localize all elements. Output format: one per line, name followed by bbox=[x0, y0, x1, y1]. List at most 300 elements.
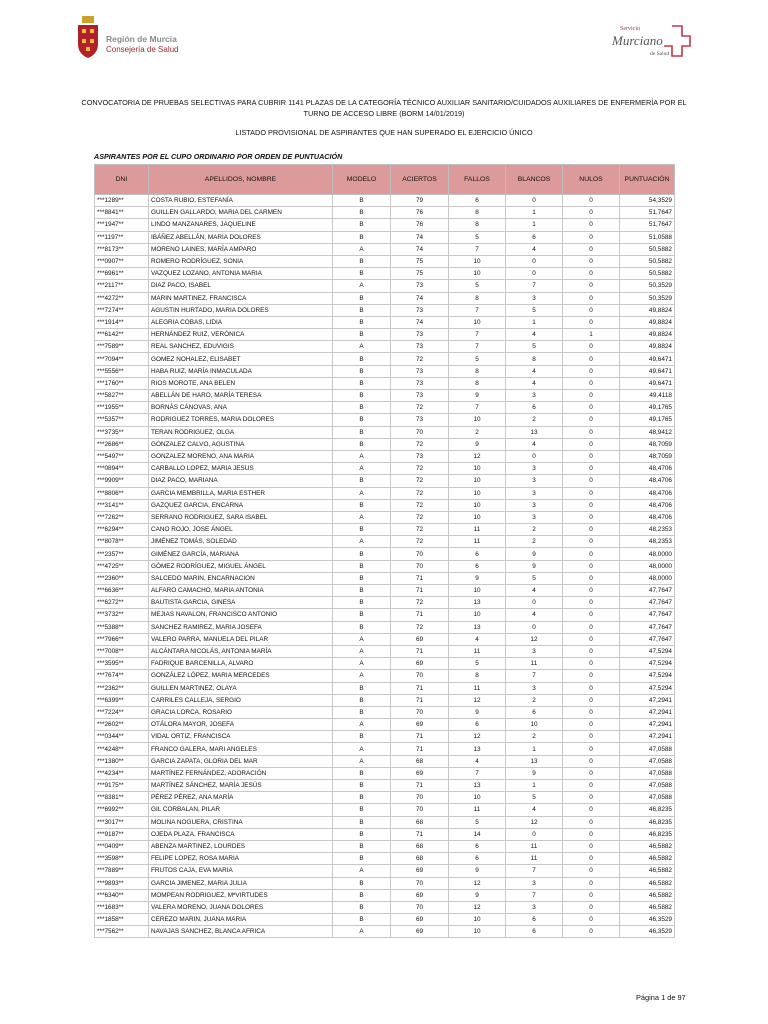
cell-dni: ***1289** bbox=[95, 195, 149, 207]
cell-aciertos: 70 bbox=[391, 804, 449, 816]
cell-name: MEJIAS NAVALON, FRANCISCO ANTONIO bbox=[149, 609, 333, 621]
cell-nulos: 0 bbox=[563, 511, 620, 523]
cell-nulos: 0 bbox=[563, 621, 620, 633]
cell-puntuacion: 48,9412 bbox=[620, 426, 675, 438]
cell-nulos: 0 bbox=[563, 548, 620, 560]
cell-dni: ***3732** bbox=[95, 609, 149, 621]
cell-blancos: 1 bbox=[506, 780, 563, 792]
cell-name: CANO ROJO, JOSE ÁNGEL bbox=[149, 524, 333, 536]
cell-dni: ***0409** bbox=[95, 840, 149, 852]
cell-nulos: 0 bbox=[563, 268, 620, 280]
cell-aciertos: 74 bbox=[391, 292, 449, 304]
cell-name: NAVAJAS SANCHEZ, BLANCA AFRICA bbox=[149, 926, 333, 938]
cell-name: ROMERO RODRÍGUEZ, SONIA bbox=[149, 255, 333, 267]
cell-aciertos: 76 bbox=[391, 219, 449, 231]
cell-blancos: 13 bbox=[506, 426, 563, 438]
cell-fallos: 10 bbox=[449, 609, 506, 621]
cell-modelo: B bbox=[333, 524, 391, 536]
cell-nulos: 0 bbox=[563, 731, 620, 743]
cell-name: OTÁLORA MAYOR, JOSEFA bbox=[149, 719, 333, 731]
cell-dni: ***7262** bbox=[95, 511, 149, 523]
table-row bbox=[95, 511, 675, 523]
cell-name: SANCHEZ RAMIREZ, MARIA JOSEFA bbox=[149, 621, 333, 633]
cell-modelo: B bbox=[333, 304, 391, 316]
cell-nulos: 0 bbox=[563, 463, 620, 475]
cell-fallos: 8 bbox=[449, 292, 506, 304]
cell-blancos: 4 bbox=[506, 438, 563, 450]
cell-blancos: 4 bbox=[506, 329, 563, 341]
cell-aciertos: 71 bbox=[391, 645, 449, 657]
cell-fallos: 9 bbox=[449, 390, 506, 402]
cell-blancos: 7 bbox=[506, 670, 563, 682]
cell-aciertos: 72 bbox=[391, 475, 449, 487]
cell-nulos: 0 bbox=[563, 390, 620, 402]
cell-dni: ***6399** bbox=[95, 694, 149, 706]
cell-fallos: 8 bbox=[449, 207, 506, 219]
cell-fallos: 10 bbox=[449, 487, 506, 499]
table-row bbox=[95, 682, 675, 694]
cell-puntuacion: 48,0000 bbox=[620, 560, 675, 572]
cell-puntuacion: 54,3529 bbox=[620, 195, 675, 207]
cell-nulos: 0 bbox=[563, 560, 620, 572]
cell-dni: ***7274** bbox=[95, 304, 149, 316]
consejeria-label: Consejería de Salud bbox=[106, 45, 179, 54]
cell-modelo: B bbox=[333, 231, 391, 243]
cell-blancos: 1 bbox=[506, 316, 563, 328]
cell-aciertos: 69 bbox=[391, 719, 449, 731]
cell-modelo: A bbox=[333, 658, 391, 670]
cell-name: GUILLEN MARTINEZ, OLAYA bbox=[149, 682, 333, 694]
cell-modelo: B bbox=[333, 682, 391, 694]
region-murcia-logo bbox=[74, 14, 234, 64]
cell-modelo: B bbox=[333, 889, 391, 901]
cell-aciertos: 72 bbox=[391, 621, 449, 633]
cell-nulos: 0 bbox=[563, 853, 620, 865]
cell-modelo: B bbox=[333, 585, 391, 597]
cell-dni: ***1858** bbox=[95, 914, 149, 926]
cell-aciertos: 70 bbox=[391, 901, 449, 913]
cell-fallos: 8 bbox=[449, 219, 506, 231]
cell-nulos: 0 bbox=[563, 585, 620, 597]
cell-name: JIMÉNEZ TOMÁS, SOLEDAD bbox=[149, 536, 333, 548]
de-salud-label: de Salud bbox=[650, 51, 670, 57]
table-row bbox=[95, 390, 675, 402]
table-row bbox=[95, 560, 675, 572]
table-row bbox=[95, 304, 675, 316]
cell-name: ALFARO CAMACHO, MARIA ANTONIA bbox=[149, 585, 333, 597]
table-row bbox=[95, 365, 675, 377]
cell-dni: ***1380** bbox=[95, 755, 149, 767]
cell-blancos: 7 bbox=[506, 889, 563, 901]
cell-name: GOMEZ NOHALEZ, ELISABET bbox=[149, 353, 333, 365]
cell-blancos: 2 bbox=[506, 414, 563, 426]
table-row bbox=[95, 292, 675, 304]
cell-fallos: 11 bbox=[449, 682, 506, 694]
cell-modelo: A bbox=[333, 719, 391, 731]
cell-blancos: 6 bbox=[506, 231, 563, 243]
section-heading: ASPIRANTES POR EL CUPO ORDINARIO POR ORDEN DE PUNTUACIÓN bbox=[94, 152, 343, 161]
cell-name: ALEGRIA COBAS, LIDIA bbox=[149, 316, 333, 328]
cell-dni: ***4248** bbox=[95, 743, 149, 755]
cell-modelo: B bbox=[333, 377, 391, 389]
cell-blancos: 3 bbox=[506, 292, 563, 304]
cell-name: REAL SANCHEZ, EDUVIGIS bbox=[149, 341, 333, 353]
cell-puntuacion: 49,8824 bbox=[620, 329, 675, 341]
cell-dni: ***2602** bbox=[95, 719, 149, 731]
cell-fallos: 7 bbox=[449, 329, 506, 341]
table-row bbox=[95, 463, 675, 475]
cell-modelo: A bbox=[333, 280, 391, 292]
cell-blancos: 13 bbox=[506, 755, 563, 767]
region-murcia-label: Región de Murcia bbox=[106, 34, 177, 44]
cell-dni: ***4272** bbox=[95, 292, 149, 304]
cell-name: MARTÍNEZ SÁNCHEZ, MARÍA JESÚS bbox=[149, 780, 333, 792]
cell-fallos: 7 bbox=[449, 243, 506, 255]
cell-blancos: 6 bbox=[506, 914, 563, 926]
cell-fallos: 4 bbox=[449, 755, 506, 767]
cell-name: GAZQUEZ GARCIA, ENCARNA bbox=[149, 499, 333, 511]
cell-modelo: B bbox=[333, 828, 391, 840]
cell-modelo: B bbox=[333, 609, 391, 621]
cell-modelo: B bbox=[333, 402, 391, 414]
cell-fallos: 6 bbox=[449, 560, 506, 572]
cell-fallos: 10 bbox=[449, 475, 506, 487]
cell-aciertos: 68 bbox=[391, 816, 449, 828]
cell-fallos: 7 bbox=[449, 767, 506, 779]
cell-fallos: 8 bbox=[449, 670, 506, 682]
cell-blancos: 11 bbox=[506, 853, 563, 865]
cell-modelo: B bbox=[333, 219, 391, 231]
cell-puntuacion: 49,6471 bbox=[620, 353, 675, 365]
cell-aciertos: 69 bbox=[391, 889, 449, 901]
cell-dni: ***1914** bbox=[95, 316, 149, 328]
table-row bbox=[95, 414, 675, 426]
table-row bbox=[95, 243, 675, 255]
cell-name: FELIPE LOPEZ, ROSA MARIA bbox=[149, 853, 333, 865]
cell-name: BORNÁS CÁNOVAS, ANA bbox=[149, 402, 333, 414]
cell-modelo: B bbox=[333, 292, 391, 304]
cell-aciertos: 72 bbox=[391, 597, 449, 609]
cell-puntuacion: 48,7059 bbox=[620, 450, 675, 462]
table-row bbox=[95, 329, 675, 341]
cell-modelo: B bbox=[333, 780, 391, 792]
cell-modelo: B bbox=[333, 560, 391, 572]
col-fallos: FALLOS bbox=[449, 165, 506, 195]
cell-name: FADRIQUE BARCENILLA, ALVARO bbox=[149, 658, 333, 670]
cell-nulos: 0 bbox=[563, 280, 620, 292]
cell-dni: ***8078** bbox=[95, 536, 149, 548]
cell-puntuacion: 49,4118 bbox=[620, 390, 675, 402]
cell-name: ABELLÁN DE HARO, MARÍA TERESA bbox=[149, 390, 333, 402]
cell-fallos: 4 bbox=[449, 633, 506, 645]
cell-modelo: B bbox=[333, 767, 391, 779]
cell-dni: ***2357** bbox=[95, 548, 149, 560]
cell-aciertos: 69 bbox=[391, 633, 449, 645]
cell-puntuacion: 47,5294 bbox=[620, 658, 675, 670]
table-row bbox=[95, 377, 675, 389]
cell-blancos: 4 bbox=[506, 609, 563, 621]
cell-name: HABA RUIZ, MARÍA INMACULADA bbox=[149, 365, 333, 377]
cell-puntuacion: 46,5882 bbox=[620, 901, 675, 913]
cell-fallos: 11 bbox=[449, 645, 506, 657]
cell-fallos: 6 bbox=[449, 195, 506, 207]
cell-blancos: 7 bbox=[506, 865, 563, 877]
cell-name: ALCÁNTARA NICOLÁS, ANTONIA MARÍA bbox=[149, 645, 333, 657]
cell-modelo: A bbox=[333, 511, 391, 523]
cell-nulos: 0 bbox=[563, 450, 620, 462]
cell-nulos: 0 bbox=[563, 658, 620, 670]
cell-puntuacion: 48,4706 bbox=[620, 511, 675, 523]
cell-fallos: 7 bbox=[449, 402, 506, 414]
cell-fallos: 5 bbox=[449, 816, 506, 828]
cell-nulos: 0 bbox=[563, 207, 620, 219]
cell-dni: ***5827** bbox=[95, 390, 149, 402]
table-row bbox=[95, 438, 675, 450]
cell-fallos: 10 bbox=[449, 414, 506, 426]
table-row bbox=[95, 219, 675, 231]
cell-nulos: 0 bbox=[563, 645, 620, 657]
cell-dni: ***7094** bbox=[95, 353, 149, 365]
cell-nulos: 0 bbox=[563, 743, 620, 755]
cell-puntuacion: 49,8824 bbox=[620, 304, 675, 316]
cell-blancos: 4 bbox=[506, 377, 563, 389]
cell-puntuacion: 48,7059 bbox=[620, 438, 675, 450]
cell-fallos: 12 bbox=[449, 731, 506, 743]
table-row bbox=[95, 597, 675, 609]
cell-puntuacion: 51,7647 bbox=[620, 219, 675, 231]
table-row bbox=[95, 353, 675, 365]
cell-modelo: B bbox=[333, 316, 391, 328]
cell-dni: ***9893** bbox=[95, 877, 149, 889]
cell-modelo: A bbox=[333, 450, 391, 462]
cell-modelo: A bbox=[333, 341, 391, 353]
cell-name: OJEDA PLAZA, FRANCISCA bbox=[149, 828, 333, 840]
cell-name: AGUSTIN HURTADO, MARIA DOLORES bbox=[149, 304, 333, 316]
cell-puntuacion: 47,7647 bbox=[620, 633, 675, 645]
cell-dni: ***6142** bbox=[95, 329, 149, 341]
col-aciertos: ACIERTOS bbox=[391, 165, 449, 195]
cell-aciertos: 71 bbox=[391, 585, 449, 597]
cell-name: MOLINA NOGUERA, CRISTINA bbox=[149, 816, 333, 828]
cell-fallos: 6 bbox=[449, 840, 506, 852]
cell-nulos: 0 bbox=[563, 243, 620, 255]
cell-fallos: 10 bbox=[449, 792, 506, 804]
cell-puntuacion: 46,5882 bbox=[620, 877, 675, 889]
cell-dni: ***8806** bbox=[95, 487, 149, 499]
cell-name: RODRIGUEZ TORRES, MARIA DOLORES bbox=[149, 414, 333, 426]
cell-nulos: 0 bbox=[563, 487, 620, 499]
cell-puntuacion: 51,0588 bbox=[620, 231, 675, 243]
cell-puntuacion: 50,3529 bbox=[620, 292, 675, 304]
table-row bbox=[95, 816, 675, 828]
cell-fallos: 11 bbox=[449, 524, 506, 536]
cell-puntuacion: 47,2941 bbox=[620, 694, 675, 706]
table-row bbox=[95, 341, 675, 353]
cell-blancos: 0 bbox=[506, 828, 563, 840]
cell-aciertos: 75 bbox=[391, 255, 449, 267]
cell-modelo: B bbox=[333, 804, 391, 816]
col-blancos: BLANCOS bbox=[506, 165, 563, 195]
table-row bbox=[95, 195, 675, 207]
cell-puntuacion: 48,2353 bbox=[620, 536, 675, 548]
cell-fallos: 7 bbox=[449, 341, 506, 353]
cell-puntuacion: 47,7647 bbox=[620, 621, 675, 633]
cell-dni: ***7674** bbox=[95, 670, 149, 682]
cell-name: CEREZO MARIN, JUANA MARIA bbox=[149, 914, 333, 926]
cell-fallos: 11 bbox=[449, 804, 506, 816]
cell-modelo: B bbox=[333, 390, 391, 402]
cell-name: DIAZ PACO, MARIANA bbox=[149, 475, 333, 487]
cell-puntuacion: 47,0588 bbox=[620, 767, 675, 779]
cell-dni: ***7562** bbox=[95, 926, 149, 938]
cell-modelo: B bbox=[333, 621, 391, 633]
cell-puntuacion: 50,5882 bbox=[620, 268, 675, 280]
cell-dni: ***0344** bbox=[95, 731, 149, 743]
cell-dni: ***2117** bbox=[95, 280, 149, 292]
cell-nulos: 0 bbox=[563, 877, 620, 889]
cell-name: VAZQUEZ LOZANO, ANTONIA MARIA bbox=[149, 268, 333, 280]
cell-modelo: B bbox=[333, 694, 391, 706]
cell-fallos: 10 bbox=[449, 499, 506, 511]
cell-fallos: 13 bbox=[449, 743, 506, 755]
cell-nulos: 0 bbox=[563, 304, 620, 316]
cell-modelo: A bbox=[333, 743, 391, 755]
cell-nulos: 0 bbox=[563, 828, 620, 840]
cell-aciertos: 76 bbox=[391, 207, 449, 219]
document-subtitle: LISTADO PROVISIONAL DE ASPIRANTES QUE HAN SUPERADO EL EJERCICIO ÚNICO bbox=[235, 128, 533, 137]
table-row bbox=[95, 572, 675, 584]
cell-dni: ***1197** bbox=[95, 231, 149, 243]
cell-puntuacion: 46,5882 bbox=[620, 889, 675, 901]
cell-dni: ***3598** bbox=[95, 853, 149, 865]
table-row bbox=[95, 645, 675, 657]
cell-aciertos: 74 bbox=[391, 243, 449, 255]
cell-aciertos: 72 bbox=[391, 402, 449, 414]
cell-puntuacion: 47,2941 bbox=[620, 706, 675, 718]
cell-puntuacion: 50,5882 bbox=[620, 255, 675, 267]
table-row bbox=[95, 840, 675, 852]
table-row bbox=[95, 268, 675, 280]
cell-puntuacion: 48,4706 bbox=[620, 463, 675, 475]
cell-name: GONZALEZ MORENO, ANA MARIA bbox=[149, 450, 333, 462]
cell-blancos: 12 bbox=[506, 816, 563, 828]
cell-nulos: 0 bbox=[563, 926, 620, 938]
cell-aciertos: 73 bbox=[391, 341, 449, 353]
cell-fallos: 5 bbox=[449, 231, 506, 243]
table-row bbox=[95, 743, 675, 755]
cell-nulos: 0 bbox=[563, 316, 620, 328]
cell-modelo: A bbox=[333, 633, 391, 645]
cell-name: VALERO PARRA, MANUELA DEL PILAR bbox=[149, 633, 333, 645]
cell-name: MARTÍNEZ FERNÁNDEZ, ADORACIÓN bbox=[149, 767, 333, 779]
cell-blancos: 3 bbox=[506, 511, 563, 523]
cell-dni: ***6636** bbox=[95, 585, 149, 597]
cell-puntuacion: 47,5294 bbox=[620, 670, 675, 682]
cell-dni: ***6294** bbox=[95, 524, 149, 536]
cell-name: ABENZA MARTINEZ, LOURDES bbox=[149, 840, 333, 852]
servicio-murciano-logo bbox=[608, 18, 694, 68]
table-row bbox=[95, 828, 675, 840]
cell-fallos: 10 bbox=[449, 255, 506, 267]
cell-blancos: 2 bbox=[506, 731, 563, 743]
cell-puntuacion: 51,7647 bbox=[620, 207, 675, 219]
cell-dni: ***1683** bbox=[95, 901, 149, 913]
cell-dni: ***5388** bbox=[95, 621, 149, 633]
cell-nulos: 0 bbox=[563, 804, 620, 816]
table-row bbox=[95, 731, 675, 743]
cell-modelo: B bbox=[333, 499, 391, 511]
cell-nulos: 0 bbox=[563, 219, 620, 231]
cell-nulos: 0 bbox=[563, 780, 620, 792]
cell-blancos: 1 bbox=[506, 743, 563, 755]
col-modelo: MODELO bbox=[333, 165, 391, 195]
cell-fallos: 10 bbox=[449, 585, 506, 597]
cell-blancos: 0 bbox=[506, 450, 563, 462]
cell-modelo: B bbox=[333, 438, 391, 450]
cell-modelo: B bbox=[333, 365, 391, 377]
cell-modelo: B bbox=[333, 731, 391, 743]
cell-aciertos: 69 bbox=[391, 658, 449, 670]
cell-name: FRANCO GALERA, MARI ANGELES bbox=[149, 743, 333, 755]
cell-puntuacion: 47,7647 bbox=[620, 597, 675, 609]
cell-name: GARCIA MEMBRILLA, MARIA ESTHER bbox=[149, 487, 333, 499]
cell-dni: ***3141** bbox=[95, 499, 149, 511]
cell-modelo: B bbox=[333, 255, 391, 267]
cell-puntuacion: 47,0588 bbox=[620, 792, 675, 804]
cell-blancos: 0 bbox=[506, 597, 563, 609]
cell-fallos: 6 bbox=[449, 853, 506, 865]
cell-puntuacion: 46,5882 bbox=[620, 853, 675, 865]
cell-nulos: 0 bbox=[563, 475, 620, 487]
cell-fallos: 9 bbox=[449, 889, 506, 901]
table-row bbox=[95, 865, 675, 877]
cell-blancos: 3 bbox=[506, 877, 563, 889]
cell-puntuacion: 49,1765 bbox=[620, 402, 675, 414]
cell-blancos: 0 bbox=[506, 268, 563, 280]
cell-aciertos: 70 bbox=[391, 706, 449, 718]
cell-name: COSTA RUBIO, ESTEFANÍA bbox=[149, 195, 333, 207]
document-title: CONVOCATORIA DE PRUEBAS SELECTIVAS PARA CUBRIR 1141 PLAZAS DE LA CATEGORÍA TÉCNICO AUXILIAR SANITARIO/CUIDADOS AUXILIARES DE ENFERMERÍA POR EL TURNO DE ACCESO LIBRE (BORM 14/01/2019) bbox=[81, 98, 687, 118]
cell-blancos: 7 bbox=[506, 280, 563, 292]
cell-fallos: 10 bbox=[449, 463, 506, 475]
cell-fallos: 9 bbox=[449, 438, 506, 450]
cell-name: RIOS MOROTE, ANA BELEN bbox=[149, 377, 333, 389]
table-row bbox=[95, 280, 675, 292]
cell-aciertos: 73 bbox=[391, 329, 449, 341]
cell-dni: ***2360** bbox=[95, 572, 149, 584]
cell-aciertos: 68 bbox=[391, 840, 449, 852]
cell-aciertos: 72 bbox=[391, 499, 449, 511]
cell-aciertos: 69 bbox=[391, 865, 449, 877]
table-row bbox=[95, 767, 675, 779]
cell-aciertos: 69 bbox=[391, 914, 449, 926]
cell-dni: ***6992** bbox=[95, 804, 149, 816]
cell-aciertos: 69 bbox=[391, 767, 449, 779]
table-row bbox=[95, 609, 675, 621]
cell-puntuacion: 48,0000 bbox=[620, 548, 675, 560]
table-row bbox=[95, 207, 675, 219]
cell-dni: ***6961** bbox=[95, 268, 149, 280]
cell-dni: ***1760** bbox=[95, 377, 149, 389]
cell-modelo: B bbox=[333, 572, 391, 584]
table-row bbox=[95, 914, 675, 926]
cell-name: MARIN MARTINEZ, FRANCISCA bbox=[149, 292, 333, 304]
cell-aciertos: 69 bbox=[391, 926, 449, 938]
cell-modelo: A bbox=[333, 536, 391, 548]
cell-fallos: 9 bbox=[449, 572, 506, 584]
cell-fallos: 8 bbox=[449, 377, 506, 389]
cell-blancos: 3 bbox=[506, 463, 563, 475]
